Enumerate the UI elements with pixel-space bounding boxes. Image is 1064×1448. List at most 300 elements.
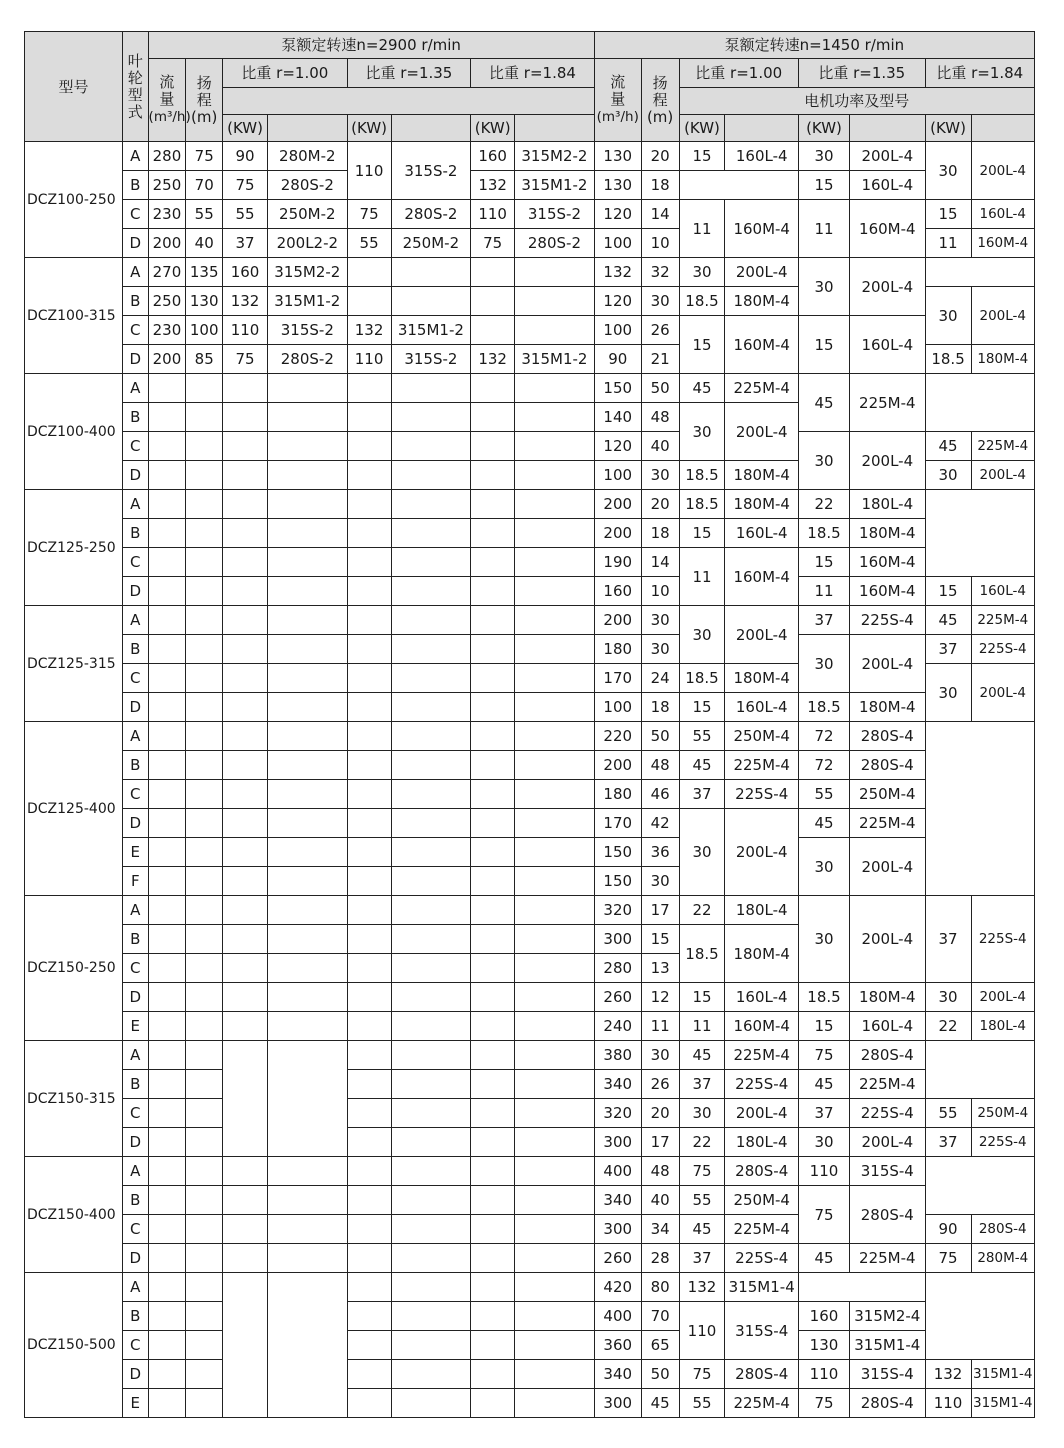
motor-model-cell: 160M-4 <box>725 316 799 374</box>
flow-cell: 380 <box>594 1041 641 1070</box>
table-row <box>25 432 1035 461</box>
motor-model-cell: 280S-4 <box>725 1157 799 1186</box>
flow-cell <box>148 983 186 1012</box>
head-cell <box>186 1070 223 1099</box>
power-kw-cell <box>347 780 391 809</box>
motor-model-cell: 200L-4 <box>850 142 926 171</box>
head-cell <box>186 1186 223 1215</box>
motor-model-cell: 160L-4 <box>725 983 799 1012</box>
motor-model-cell: 160L-4 <box>850 316 926 374</box>
head-cell: 45 <box>641 1389 679 1418</box>
power-kw-cell <box>471 403 515 432</box>
impeller-cell: B <box>123 171 149 200</box>
motor-model-cell: 315S-2 <box>515 200 595 229</box>
head-cell: 50 <box>641 374 679 403</box>
motor-model-cell: 225S-4 <box>850 606 926 635</box>
head-cell: 13 <box>641 954 679 983</box>
motor-model-cell: 315S-2 <box>268 316 348 345</box>
impeller-cell: D <box>123 693 149 722</box>
impeller-cell: B <box>123 925 149 954</box>
motor-model-cell: 225M-4 <box>725 1389 799 1418</box>
flow-cell: 180 <box>594 635 641 664</box>
power-kw-cell: 30 <box>679 403 725 461</box>
motor-model-cell: 280S-4 <box>850 1041 926 1070</box>
power-kw-cell <box>471 809 515 838</box>
motor-model-cell: 180M-4 <box>850 693 926 722</box>
flow-cell <box>148 1128 186 1157</box>
motor-model-cell: 160L-4 <box>850 1012 926 1041</box>
power-kw-cell: 37 <box>679 1244 725 1273</box>
head-cell: 135 <box>186 258 223 287</box>
power-kw-cell <box>471 374 515 403</box>
motor-model-header <box>515 115 595 142</box>
flow-cell: 240 <box>594 1012 641 1041</box>
table-row <box>25 1244 1035 1273</box>
table-row <box>25 490 1035 519</box>
power-kw-cell <box>223 751 268 780</box>
flow-cell <box>148 490 186 519</box>
motor-model-header <box>725 115 799 142</box>
motor-model-cell: 280S-2 <box>268 345 348 374</box>
motor-model-cell: 225S-4 <box>971 1128 1034 1157</box>
power-kw-cell <box>471 1012 515 1041</box>
head-cell <box>186 664 223 693</box>
flow-cell: 270 <box>148 258 186 287</box>
power-kw-cell: 22 <box>925 1012 971 1041</box>
head-cell <box>186 432 223 461</box>
motor-model-cell <box>391 1331 471 1360</box>
impeller-cell: B <box>123 403 149 432</box>
motor-model-cell <box>515 403 595 432</box>
motor-model-cell <box>515 316 595 345</box>
power-kw-cell <box>223 925 268 954</box>
head-cell <box>186 809 223 838</box>
power-kw-cell <box>471 1041 515 1070</box>
head-cell <box>186 1302 223 1331</box>
head-cell <box>186 461 223 490</box>
head-cell: 18 <box>641 171 679 200</box>
motor-model-cell: 225M-4 <box>725 751 799 780</box>
power-kw-cell <box>223 577 268 606</box>
table-row <box>25 751 1035 780</box>
flow-cell: 100 <box>594 461 641 490</box>
power-kw-cell <box>798 1273 925 1302</box>
head-cell <box>186 838 223 867</box>
flow-cell <box>148 635 186 664</box>
power-kw-cell <box>223 490 268 519</box>
power-kw-cell: 110 <box>347 142 391 200</box>
motor-model-cell: 160M-4 <box>725 548 799 606</box>
motor-model-cell <box>391 287 471 316</box>
flow-cell <box>148 519 186 548</box>
motor-model-cell <box>391 461 471 490</box>
impeller-cell: B <box>123 1070 149 1099</box>
power-kw-cell: 55 <box>679 1389 725 1418</box>
head-label: 扬程 <box>196 73 212 109</box>
power-kw-cell: 75 <box>798 1186 849 1244</box>
motor-model-cell: 200L-4 <box>850 838 926 896</box>
power-kw-cell <box>223 1012 268 1041</box>
power-kw-cell: 18.5 <box>798 693 849 722</box>
motor-model-cell <box>515 374 595 403</box>
table-row <box>25 200 1035 229</box>
flow-cell <box>148 1157 186 1186</box>
table-row <box>25 316 1035 345</box>
power-kw-cell <box>471 664 515 693</box>
model-cell: DCZ150-250 <box>25 896 123 1041</box>
motor-model-cell <box>391 722 471 751</box>
kw-header: (KW) <box>347 115 391 142</box>
power-kw-cell <box>223 519 268 548</box>
power-kw-cell: 30 <box>679 1099 725 1128</box>
power-kw-cell: 110 <box>471 200 515 229</box>
motor-model-cell <box>268 461 348 490</box>
power-kw-cell: 37 <box>925 896 971 983</box>
motor-model-cell <box>515 1360 595 1389</box>
table-row <box>25 1012 1035 1041</box>
motor-model-cell <box>268 954 348 983</box>
head-cell: 70 <box>186 171 223 200</box>
table-row <box>25 374 1035 403</box>
motor-model-cell <box>515 577 595 606</box>
head-cell: 130 <box>186 287 223 316</box>
motor-model-cell <box>391 258 471 287</box>
motor-model-cell <box>391 606 471 635</box>
head-cell: 20 <box>641 1099 679 1128</box>
flow-cell: 340 <box>594 1360 641 1389</box>
head-cell: 10 <box>641 229 679 258</box>
kw-header: (KW) <box>679 115 725 142</box>
motor-model-cell: 200L-4 <box>971 664 1034 722</box>
motor-model-cell <box>515 954 595 983</box>
flow-cell: 340 <box>594 1186 641 1215</box>
flow-cell: 132 <box>594 258 641 287</box>
motor-model-cell: 250M-2 <box>391 229 471 258</box>
motor-model-cell <box>268 490 348 519</box>
model-cell: DCZ100-250 <box>25 142 123 258</box>
motor-model-cell: 200L-4 <box>850 1128 926 1157</box>
motor-model-cell: 315M1-4 <box>971 1389 1034 1418</box>
motor-model-cell: 225M-4 <box>725 374 799 403</box>
power-kw-cell: 15 <box>798 1012 849 1041</box>
motor-model-cell: 160L-4 <box>971 200 1034 229</box>
power-kw-cell <box>471 1157 515 1186</box>
motor-model-cell: 315M1-2 <box>391 316 471 345</box>
table-row <box>25 171 1035 200</box>
head-cell: 70 <box>641 1302 679 1331</box>
motor-model-cell <box>268 1186 348 1215</box>
power-kw-cell <box>223 1157 268 1186</box>
power-kw-cell: 15 <box>798 316 849 374</box>
motor-model-cell: 160M-4 <box>971 229 1034 258</box>
power-kw-cell: 11 <box>798 577 849 606</box>
power-kw-cell: 45 <box>679 374 725 403</box>
flow-cell: 140 <box>594 403 641 432</box>
motor-model-cell <box>515 1099 595 1128</box>
motor-model-cell <box>268 548 348 577</box>
power-kw-cell: 45 <box>798 809 849 838</box>
flow-cell: 200 <box>594 519 641 548</box>
power-kw-cell <box>471 983 515 1012</box>
impeller-cell: C <box>123 1099 149 1128</box>
power-kw-cell <box>471 635 515 664</box>
power-kw-cell: 30 <box>798 1128 849 1157</box>
motor-model-cell <box>515 635 595 664</box>
head-cell: 48 <box>641 751 679 780</box>
power-kw-cell <box>347 838 391 867</box>
motor-model-cell <box>515 693 595 722</box>
motor-model-cell <box>515 838 595 867</box>
table-row <box>25 983 1035 1012</box>
flow-cell: 150 <box>594 374 641 403</box>
power-kw-cell <box>471 519 515 548</box>
table-row <box>25 838 1035 867</box>
impeller-cell: D <box>123 809 149 838</box>
impeller-cell: B <box>123 287 149 316</box>
motor-model-cell <box>391 548 471 577</box>
impeller-cell: D <box>123 577 149 606</box>
sg-135-header-1450: 比重 r=1.35 <box>798 59 925 88</box>
motor-model-header <box>850 115 926 142</box>
impeller-cell: E <box>123 838 149 867</box>
motor-model-cell <box>268 722 348 751</box>
power-kw-cell: 30 <box>925 142 971 200</box>
power-kw-cell: 18.5 <box>798 519 849 548</box>
motor-model-cell <box>515 809 595 838</box>
head-cell: 18 <box>641 519 679 548</box>
table-row <box>25 1128 1035 1157</box>
motor-model-cell <box>515 1186 595 1215</box>
power-kw-cell: 18.5 <box>679 490 725 519</box>
head-cell: 14 <box>641 548 679 577</box>
impeller-cell: C <box>123 954 149 983</box>
motor-model-cell: 225M-4 <box>971 432 1034 461</box>
motor-model-cell: 180L-4 <box>725 896 799 925</box>
power-kw-cell: 11 <box>925 229 971 258</box>
sg-100-header-2900: 比重 r=1.00 <box>223 59 348 88</box>
motor-model-cell: 180M-4 <box>725 925 799 983</box>
motor-model-cell <box>391 1360 471 1389</box>
motor-model-cell <box>268 1215 348 1244</box>
motor-model-cell <box>268 751 348 780</box>
motor-model-cell <box>268 1157 348 1186</box>
head-cell <box>186 577 223 606</box>
head-cell: 36 <box>641 838 679 867</box>
head-cell: 46 <box>641 780 679 809</box>
flow-cell: 190 <box>594 548 641 577</box>
motor-model-cell: 280M-4 <box>971 1244 1034 1273</box>
motor-model-cell: 225S-4 <box>850 1099 926 1128</box>
power-kw-cell <box>925 1273 1034 1360</box>
motor-model-cell <box>515 1389 595 1418</box>
flow-header-1450 <box>594 59 641 142</box>
head-cell: 75 <box>186 142 223 171</box>
head-unit: (m) <box>646 107 674 126</box>
sg-135-header-2900: 比重 r=1.35 <box>347 59 471 88</box>
speed-2900-header: 泵额定转速n=2900 r/min <box>148 32 594 59</box>
motor-model-cell: 225S-4 <box>725 1244 799 1273</box>
motor-model-cell <box>268 983 348 1012</box>
flow-cell: 400 <box>594 1302 641 1331</box>
motor-model-cell <box>268 867 348 896</box>
power-kw-cell: 15 <box>679 693 725 722</box>
flow-cell: 100 <box>594 316 641 345</box>
motor-model-cell: 280S-4 <box>850 722 926 751</box>
head-cell: 40 <box>641 432 679 461</box>
motor-model-cell: 160M-4 <box>725 1012 799 1041</box>
power-kw-cell <box>223 1186 268 1215</box>
impeller-cell: A <box>123 142 149 171</box>
model-cell: DCZ125-250 <box>25 490 123 606</box>
power-kw-cell <box>471 722 515 751</box>
head-cell: 40 <box>641 1186 679 1215</box>
power-kw-cell <box>471 1360 515 1389</box>
power-kw-cell: 90 <box>223 142 268 171</box>
power-kw-cell: 110 <box>798 1157 849 1186</box>
motor-model-cell: 280S-4 <box>971 1215 1034 1244</box>
power-kw-cell: 45 <box>798 1070 849 1099</box>
motor-model-cell: 180L-4 <box>850 490 926 519</box>
head-cell: 30 <box>641 635 679 664</box>
power-kw-cell: 11 <box>679 1012 725 1041</box>
motor-model-cell: 250M-4 <box>971 1099 1034 1128</box>
power-kw-cell: 30 <box>798 142 849 171</box>
motor-model-cell: 200L-4 <box>725 1099 799 1128</box>
impeller-cell: A <box>123 606 149 635</box>
motor-model-cell: 160M-4 <box>850 548 926 577</box>
power-kw-cell <box>347 1186 391 1215</box>
motor-model-cell <box>268 432 348 461</box>
power-kw-cell <box>471 287 515 316</box>
flow-cell: 200 <box>148 345 186 374</box>
motor-model-cell: 160M-4 <box>725 200 799 258</box>
motor-model-cell: 180L-4 <box>725 1128 799 1157</box>
impeller-cell: A <box>123 1041 149 1070</box>
model-cell: DCZ150-500 <box>25 1273 123 1418</box>
power-kw-cell: 132 <box>223 287 268 316</box>
power-kw-cell <box>347 1302 391 1331</box>
power-kw-cell <box>347 374 391 403</box>
flow-cell: 200 <box>594 490 641 519</box>
flow-cell: 300 <box>594 1215 641 1244</box>
power-kw-cell <box>223 838 268 867</box>
motor-model-cell: 180M-4 <box>850 983 926 1012</box>
motor-model-cell: 200L-4 <box>850 432 926 490</box>
motor-model-cell: 200L-4 <box>725 606 799 664</box>
power-kw-cell: 22 <box>798 490 849 519</box>
impeller-cell: D <box>123 1128 149 1157</box>
power-kw-cell: 45 <box>679 1215 725 1244</box>
impeller-cell: D <box>123 983 149 1012</box>
power-kw-cell <box>347 1215 391 1244</box>
motor-model-cell <box>391 780 471 809</box>
impeller-cell: B <box>123 519 149 548</box>
power-kw-cell <box>347 983 391 1012</box>
flow-cell <box>148 432 186 461</box>
power-kw-cell <box>471 1302 515 1331</box>
power-kw-cell: 18.5 <box>679 925 725 983</box>
sg-100-header-1450: 比重 r=1.00 <box>679 59 798 88</box>
flow-cell: 360 <box>594 1331 641 1360</box>
power-kw-cell: 75 <box>223 345 268 374</box>
power-kw-cell: 75 <box>223 171 268 200</box>
head-cell: 65 <box>641 1331 679 1360</box>
flow-cell <box>148 548 186 577</box>
power-kw-cell <box>223 461 268 490</box>
motor-model-cell <box>268 403 348 432</box>
motor-model-cell: 315M1-4 <box>971 1360 1034 1389</box>
power-kw-cell: 45 <box>925 606 971 635</box>
flow-label: 流量 <box>159 73 175 108</box>
motor-model-cell <box>268 1273 348 1418</box>
head-cell: 17 <box>641 1128 679 1157</box>
head-cell: 80 <box>641 1273 679 1302</box>
power-kw-cell <box>347 490 391 519</box>
power-kw-cell: 37 <box>798 1099 849 1128</box>
motor-model-cell <box>391 1215 471 1244</box>
model-cell: DCZ125-400 <box>25 722 123 896</box>
power-kw-cell <box>223 664 268 693</box>
power-kw-cell: 15 <box>925 577 971 606</box>
impeller-cell: A <box>123 490 149 519</box>
head-cell <box>186 1012 223 1041</box>
power-kw-cell: 30 <box>798 635 849 693</box>
motor-model-cell <box>391 1273 471 1302</box>
table-row <box>25 1041 1035 1070</box>
power-kw-cell <box>925 490 1034 577</box>
speed-1450-header: 泵额定转速n=1450 r/min <box>594 32 1034 59</box>
motor-model-cell <box>391 1302 471 1331</box>
impeller-cell: C <box>123 316 149 345</box>
power-kw-cell <box>347 1012 391 1041</box>
power-kw-cell: 30 <box>798 258 849 316</box>
power-kw-cell: 110 <box>798 1360 849 1389</box>
head-cell: 11 <box>641 1012 679 1041</box>
motor-model-cell: 315M1-4 <box>850 1331 926 1360</box>
impeller-cell: A <box>123 374 149 403</box>
head-cell: 42 <box>641 809 679 838</box>
motor-model-cell <box>268 519 348 548</box>
impeller-cell: B <box>123 751 149 780</box>
motor-model-cell <box>391 1157 471 1186</box>
power-kw-cell: 45 <box>679 751 725 780</box>
head-cell <box>186 1215 223 1244</box>
table-row <box>25 577 1035 606</box>
motor-model-cell <box>268 635 348 664</box>
flow-cell: 90 <box>594 345 641 374</box>
power-kw-cell: 15 <box>798 548 849 577</box>
head-cell: 20 <box>641 142 679 171</box>
motor-model-cell: 315M1-4 <box>725 1273 799 1302</box>
impeller-cell: C <box>123 780 149 809</box>
power-kw-cell: 132 <box>679 1273 725 1302</box>
flow-cell <box>148 1041 186 1070</box>
power-kw-cell <box>471 548 515 577</box>
table-row <box>25 548 1035 577</box>
power-kw-cell: 30 <box>925 287 971 345</box>
power-kw-cell <box>347 606 391 635</box>
power-kw-cell: 160 <box>223 258 268 287</box>
impeller-cell: D <box>123 345 149 374</box>
impeller-cell: C <box>123 548 149 577</box>
table-row <box>25 896 1035 925</box>
table-row <box>25 1273 1035 1302</box>
power-kw-cell: 90 <box>925 1215 971 1244</box>
kw-header: (KW) <box>223 115 268 142</box>
power-kw-cell <box>471 1389 515 1418</box>
power-kw-cell: 55 <box>679 1186 725 1215</box>
flow-cell: 200 <box>148 229 186 258</box>
